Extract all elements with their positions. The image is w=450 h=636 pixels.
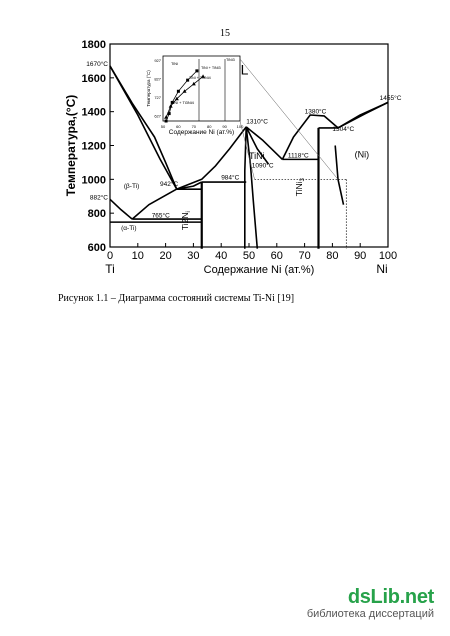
x-tick-label: 30: [187, 250, 200, 262]
x-tick-label: 50: [242, 250, 256, 262]
inset-x-tick-label: 60: [176, 124, 181, 129]
inset-x-tick-label: 90: [222, 124, 227, 129]
figure-caption: Рисунок 1.1 – Диаграмма состояний системы Ti-Ni [19]: [58, 293, 295, 304]
x-tick-label: 80: [326, 250, 339, 262]
annotation-label: 1090°C: [251, 162, 274, 170]
inset-y-tick-label: 627: [154, 113, 161, 119]
x-tick-label: 0: [106, 250, 114, 262]
annotation-label: 765°C: [151, 212, 170, 220]
x-tick-label: 60: [270, 250, 283, 262]
annotation-label: (Ni): [354, 149, 370, 160]
y-axis-title: Температура,(°C): [64, 94, 78, 197]
compound-name: TiNi: [293, 181, 304, 197]
inset-label: TiNi + Ti3Ni4: [189, 76, 211, 80]
annotation-label: 1455°C: [379, 94, 402, 102]
annotation-label: TiNi: [249, 151, 265, 162]
inset-x-tick-label: 80: [206, 124, 212, 129]
phase-boundary-line: [110, 199, 132, 219]
annotation-label: 1310°C: [246, 118, 268, 126]
inset-y-tick-label: 727: [154, 94, 161, 100]
inset-y-axis-title: Температура (°C): [146, 70, 151, 107]
inset-y-tick-label: 827: [154, 76, 161, 82]
inset-x-tick-label: 100: [236, 124, 244, 129]
y-tick-label: 1200: [81, 140, 106, 153]
inset-label: TiNi + TiNi3: [201, 66, 221, 70]
page-number: 15: [220, 28, 230, 39]
y-tick-label: 1600: [81, 72, 106, 85]
inset-square-point: [165, 120, 168, 123]
watermark-logo: dsLib.net: [347, 586, 434, 608]
axis-end-label-left: Ti: [105, 262, 115, 276]
inset-y-tick-label: 927: [154, 57, 161, 63]
annotation-label: 1670°C: [86, 60, 108, 68]
phase-boundary-line: [177, 182, 202, 189]
annotation-label: 984°C: [221, 174, 240, 182]
inset-x-tick-label: 70: [191, 124, 197, 129]
annotation-label: 942°C: [160, 181, 179, 189]
y-tick-label: 800: [87, 208, 106, 221]
annotation-label: L: [240, 61, 249, 78]
annotation-label: 1380°C: [304, 108, 327, 116]
watermark-subtitle: библиотека диссертаций: [306, 608, 434, 620]
y-tick-label: 600: [87, 242, 106, 254]
inset-square-point: [195, 69, 198, 72]
y-tick-label: 1800: [81, 39, 106, 51]
inset-label: TiNi + Ti3Ni4: [171, 100, 194, 105]
x-tick-label: 90: [354, 250, 367, 262]
y-tick-label: 1000: [81, 174, 106, 187]
x-tick-label: 70: [298, 250, 311, 262]
inset-label: TiNi3: [226, 58, 235, 62]
compound-subscript: 3: [299, 178, 306, 182]
compound-name: Ti2N: [179, 212, 190, 231]
axis-end-label-right: Ni: [376, 262, 388, 276]
x-tick-label: 20: [159, 250, 172, 262]
phase-boundary-line: [335, 146, 343, 205]
inset-x-tick-label: 50: [160, 124, 166, 129]
inset-square-point: [177, 90, 180, 93]
ti-ni-phase-diagram: [0, 0, 450, 300]
annotation-label: (α-Ti): [121, 225, 137, 233]
annotation-label: (β-Ti): [123, 182, 140, 190]
annotation-label: [180, 211, 192, 230]
x-tick-label: 100: [378, 250, 398, 262]
x-tick-label: 40: [215, 250, 228, 262]
annotations: [86, 57, 402, 233]
phase-boundary-line: [338, 102, 388, 128]
annotation-label: 882°C: [89, 194, 108, 202]
y-tick-label: 1400: [81, 106, 106, 119]
inset-x-axis-title: Содержание Ni (ат.%): [168, 129, 235, 136]
annotation-label: 1118°C: [287, 152, 309, 160]
compound-subscript: i: [185, 211, 192, 213]
annotation-label: 1304°C: [332, 126, 355, 134]
x-axis-title: Содержание Ni (ат.%): [203, 264, 315, 276]
x-tick-label: 10: [131, 250, 144, 262]
annotation-label: [294, 177, 306, 196]
inset-label: TiNi: [171, 61, 178, 66]
